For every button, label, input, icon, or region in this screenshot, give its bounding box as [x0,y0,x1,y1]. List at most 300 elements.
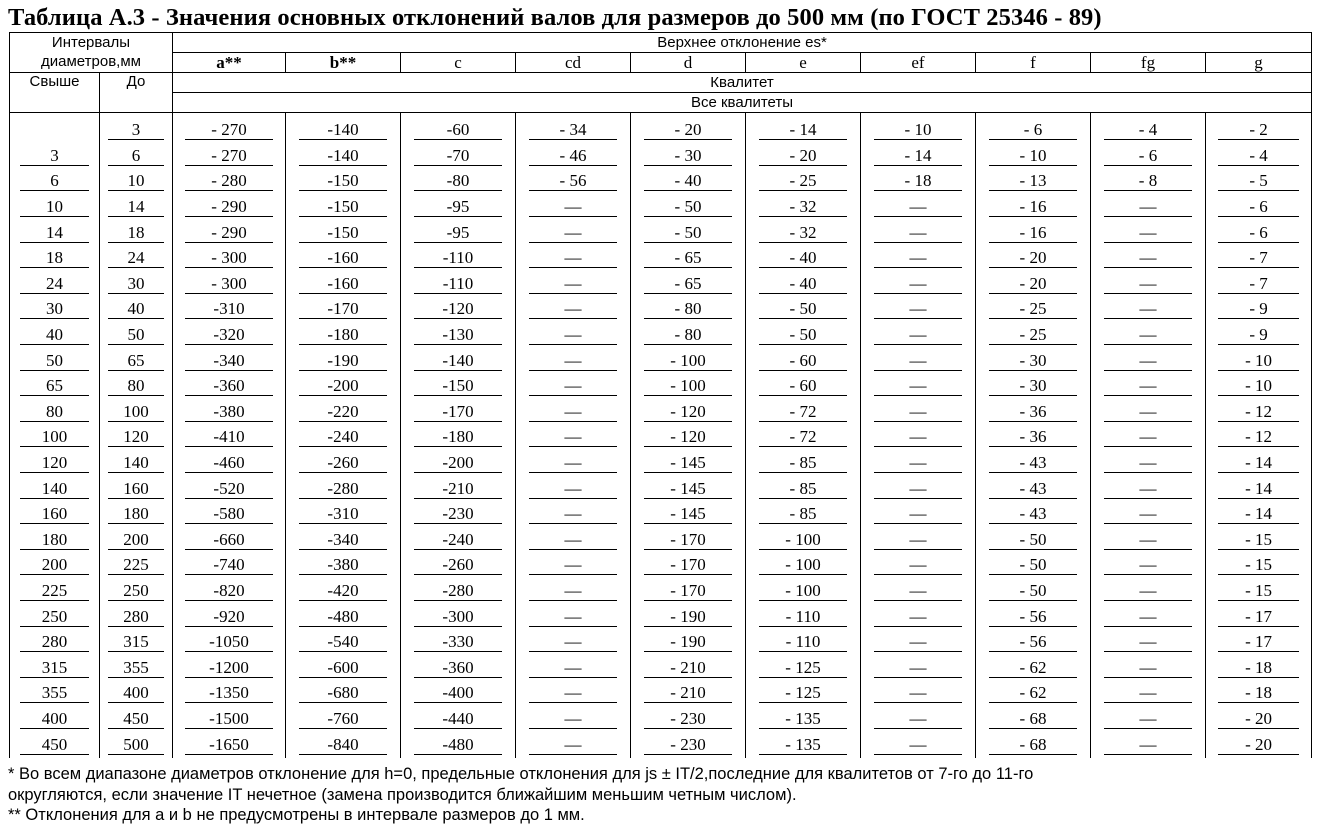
deviation-cell [286,553,401,579]
deviation-value: — [529,300,618,319]
deviation-value: - 10 [1218,352,1300,371]
deviation-value: — [874,582,963,601]
deviation-value: - 68 [989,736,1078,755]
interval-upto-value: 180 [108,505,164,524]
deviation-cell [286,195,401,221]
deviation-cell [401,425,516,451]
deviation-cell [861,732,976,758]
deviation-cell [401,246,516,272]
deviation-value: — [529,582,618,601]
interval-over-value: 225 [20,582,89,601]
deviation-cell [861,118,976,144]
deviation-value: — [874,659,963,678]
deviation-cell [746,553,861,579]
interval-over-value: 140 [20,480,89,499]
deviation-value: - 100 [644,377,733,396]
deviation-cell [861,579,976,605]
deviation-cell [1091,195,1206,221]
deviation-cell [401,553,516,579]
interval-over-value: 450 [20,736,89,755]
deviation-cell [631,144,746,170]
deviation-value: — [1104,659,1193,678]
deviation-value: — [874,710,963,729]
deviation-value: - 280 [185,172,272,191]
footnote-1: * Во всем диапазоне диаметров отклонение для h=0, предельные отклонения для js ± IT/2,последние для квалитетов от 7-го до 11-го [8,765,1034,783]
deviation-cell [173,451,286,477]
deviation-value: -680 [299,684,388,703]
deviation-value: -180 [414,428,503,447]
deviation-cell [976,220,1091,246]
table-row [10,297,1312,323]
deviation-cell [286,655,401,681]
deviation-value: - 15 [1218,556,1300,575]
deviation-cell [1206,400,1312,426]
deviation-value: -180 [299,326,388,345]
interval-over-cell [10,732,100,758]
deviation-cell [976,604,1091,630]
deviation-cell [861,425,976,451]
deviation-cell [746,348,861,374]
deviation-cell [1206,655,1312,681]
deviation-value: - 50 [759,300,848,319]
interval-over-value: 280 [20,633,89,652]
deviation-value: - 25 [989,326,1078,345]
deviation-value: - 135 [759,710,848,729]
interval-upto-cell [100,655,173,681]
deviation-cell [286,732,401,758]
deviation-cell [1206,681,1312,707]
deviation-value: -210 [414,480,503,499]
deviation-cell [1206,425,1312,451]
deviation-cell [401,220,516,246]
deviation-cell [976,476,1091,502]
deviation-value: - 62 [989,684,1078,703]
deviation-cell [746,400,861,426]
column-header: f [976,53,1091,73]
table-row [10,553,1312,579]
deviation-value: - 50 [759,326,848,345]
interval-upto-value: 500 [108,736,164,755]
deviation-cell [286,681,401,707]
deviation-value: -120 [414,300,503,319]
deviation-value: — [1104,198,1193,217]
deviation-cell [286,297,401,323]
deviation-value: - 190 [644,608,733,627]
deviation-cell [631,579,746,605]
deviation-value: — [1104,556,1193,575]
interval-upto-cell [100,246,173,272]
deviation-value: - 36 [989,428,1078,447]
deviation-cell [1091,144,1206,170]
deviation-cell [516,528,631,554]
deviation-value: — [529,684,618,703]
deviation-cell [286,144,401,170]
deviation-value: - 145 [644,454,733,473]
deviation-cell [286,707,401,733]
interval-over-value: 50 [20,352,89,371]
interval-upto-cell [100,528,173,554]
deviation-cell [976,374,1091,400]
deviation-cell [631,246,746,272]
deviation-value: — [1104,633,1193,652]
deviation-value: - 20 [989,249,1078,268]
deviation-value: — [1104,736,1193,755]
deviation-value: -460 [185,454,272,473]
interval-over-value: 24 [20,275,89,294]
deviation-cell [401,630,516,656]
deviation-value: -1200 [185,659,272,678]
deviation-cell [1206,732,1312,758]
deviation-value: -60 [414,121,503,140]
footnote-2: округляются, если значение IT нечетное (замена производится ближайшим меньшим четным числом). [8,786,797,804]
table-row [10,681,1312,707]
deviation-value: -130 [414,326,503,345]
deviation-value: — [529,633,618,652]
deviation-value: -340 [185,352,272,371]
deviation-cell [631,348,746,374]
interval-over-value: 400 [20,710,89,729]
deviation-value: - 65 [644,275,733,294]
deviation-value: -150 [299,198,388,217]
deviation-cell [631,553,746,579]
table-row [10,451,1312,477]
interval-over-cell [10,579,100,605]
deviation-cell [976,297,1091,323]
deviation-value: - 110 [759,633,848,652]
deviation-cell [516,169,631,195]
deviation-cell [173,272,286,298]
deviation-value: -310 [299,505,388,524]
deviation-value: -280 [414,582,503,601]
deviation-value: - 120 [644,403,733,422]
column-header: a** [173,53,286,73]
deviation-cell [631,425,746,451]
interval-over-cell [10,655,100,681]
deviation-value: — [874,428,963,447]
deviation-cell [1206,579,1312,605]
deviation-cell [746,604,861,630]
deviation-value: -340 [299,531,388,550]
deviation-value: - 18 [874,172,963,191]
deviation-cell [401,297,516,323]
deviation-cell [516,579,631,605]
deviation-value: - 290 [185,198,272,217]
deviation-value: - 6 [1218,198,1300,217]
table-row [10,655,1312,681]
deviation-cell [631,451,746,477]
table-row [10,144,1312,170]
interval-over-cell [10,220,100,246]
deviation-value: - 50 [644,198,733,217]
deviation-table [9,32,1312,758]
interval-upto-value: 14 [108,198,164,217]
deviation-value: - 50 [644,224,733,243]
deviation-value: — [1104,480,1193,499]
deviation-cell [173,604,286,630]
deviation-value: — [1104,428,1193,447]
deviation-cell [173,220,286,246]
interval-upto-value: 100 [108,403,164,422]
deviation-value: - 6 [1218,224,1300,243]
table-row [10,220,1312,246]
deviation-cell [286,118,401,144]
deviation-cell [173,681,286,707]
deviation-value: — [1104,505,1193,524]
deviation-cell [1091,323,1206,349]
table-row [10,528,1312,554]
deviation-cell [746,502,861,528]
deviation-cell [173,707,286,733]
deviation-value: — [1104,326,1193,345]
interval-upto-value: 450 [108,710,164,729]
deviation-cell [286,220,401,246]
deviation-value: -150 [299,172,388,191]
deviation-cell [746,272,861,298]
deviation-cell [1206,374,1312,400]
deviation-value: - 50 [989,582,1078,601]
deviation-cell [746,732,861,758]
deviation-cell [401,169,516,195]
deviation-cell [173,630,286,656]
deviation-value: — [874,326,963,345]
column-header: ef [861,53,976,73]
deviation-value: — [529,198,618,217]
deviation-value: — [1104,377,1193,396]
deviation-value: - 36 [989,403,1078,422]
deviation-value: - 13 [989,172,1078,191]
deviation-value: — [1104,684,1193,703]
column-header: e [746,53,861,73]
deviation-cell [631,400,746,426]
interval-upto-value: 65 [108,352,164,371]
deviation-cell [1091,707,1206,733]
deviation-cell [631,297,746,323]
deviation-value: — [1104,224,1193,243]
deviation-cell [1091,400,1206,426]
deviation-value: - 32 [759,224,848,243]
deviation-cell [286,579,401,605]
deviation-cell [1091,374,1206,400]
interval-over-cell [10,528,100,554]
deviation-cell [976,400,1091,426]
interval-over-value: 180 [20,531,89,550]
deviation-value: - 43 [989,505,1078,524]
table-row [10,323,1312,349]
deviation-cell [631,681,746,707]
deviation-cell [631,374,746,400]
interval-upto-value: 250 [108,582,164,601]
deviation-value: — [874,556,963,575]
deviation-cell [976,323,1091,349]
deviation-value: — [874,454,963,473]
deviation-value: -230 [414,505,503,524]
deviation-cell [401,348,516,374]
deviation-cell [516,630,631,656]
deviation-cell [1091,528,1206,554]
all-kvalitets-header: Все квалитеты [173,93,1312,113]
interval-over-cell [10,451,100,477]
deviation-cell [861,502,976,528]
deviation-cell [1091,655,1206,681]
deviation-value: -1500 [185,710,272,729]
deviation-cell [1091,425,1206,451]
deviation-cell [861,220,976,246]
interval-upto-cell [100,400,173,426]
deviation-value: - 56 [989,608,1078,627]
deviation-value: -150 [414,377,503,396]
deviation-value: - 65 [644,249,733,268]
deviation-cell [746,195,861,221]
deviation-value: -410 [185,428,272,447]
deviation-cell [286,604,401,630]
deviation-value: -280 [299,480,388,499]
deviation-value: - 32 [759,198,848,217]
deviation-value: - 110 [759,608,848,627]
deviation-cell [401,655,516,681]
deviation-cell [173,374,286,400]
deviation-cell [1206,323,1312,349]
deviation-value: - 20 [759,147,848,166]
interval-upto-cell [100,374,173,400]
deviation-value: -310 [185,300,272,319]
deviation-cell [1091,297,1206,323]
column-header-row [10,53,1312,73]
deviation-cell [1091,220,1206,246]
deviation-cell [861,323,976,349]
deviation-value: — [1104,352,1193,371]
deviation-value: - 7 [1218,275,1300,294]
interval-upto-cell [100,118,173,144]
deviation-value: - 17 [1218,633,1300,652]
deviation-cell [746,681,861,707]
deviation-value: - 25 [989,300,1078,319]
deviation-cell [516,553,631,579]
deviation-cell [516,220,631,246]
deviation-cell [861,630,976,656]
deviation-value: -740 [185,556,272,575]
deviation-value: — [529,403,618,422]
deviation-value: — [1104,249,1193,268]
interval-upto-value: 10 [108,172,164,191]
interval-over-cell [10,144,100,170]
deviation-value: -1350 [185,684,272,703]
deviation-cell [631,604,746,630]
deviation-value: -580 [185,505,272,524]
deviation-cell [631,630,746,656]
interval-over-cell [10,502,100,528]
deviation-value: -140 [299,121,388,140]
deviation-cell [286,246,401,272]
deviation-value: -820 [185,582,272,601]
interval-upto-value: 355 [108,659,164,678]
deviation-cell [746,476,861,502]
interval-over-cell [10,604,100,630]
deviation-value: - 125 [759,684,848,703]
deviation-value: - 14 [874,147,963,166]
deviation-value: - 34 [529,121,618,140]
deviation-cell [401,374,516,400]
interval-upto-cell [100,732,173,758]
interval-upto-cell [100,451,173,477]
deviation-cell [516,655,631,681]
deviation-value: - 85 [759,505,848,524]
deviation-value: — [529,275,618,294]
deviation-value: -380 [185,403,272,422]
deviation-value: - 85 [759,480,848,499]
deviation-value: - 30 [644,147,733,166]
deviation-value: - 16 [989,198,1078,217]
deviation-value: - 40 [759,249,848,268]
deviation-cell [401,528,516,554]
interval-over-cell [10,553,100,579]
deviation-value: -170 [299,300,388,319]
deviation-value: - 6 [989,121,1078,140]
deviation-cell [746,707,861,733]
interval-upto-cell [100,323,173,349]
interval-over-cell [10,195,100,221]
deviation-cell [401,451,516,477]
deviation-cell [516,732,631,758]
deviation-cell [976,630,1091,656]
table-row [10,732,1312,758]
intervals-header: Интервалы диаметров,мм [10,33,173,73]
interval-upto-value: 120 [108,428,164,447]
deviation-value: - 80 [644,326,733,345]
deviation-value: - 17 [1218,608,1300,627]
deviation-cell [1206,272,1312,298]
interval-upto-cell [100,502,173,528]
column-header: b** [286,53,401,73]
deviation-value: -140 [414,352,503,371]
footnote-3: ** Отклонения для a и b не предусмотрены в интервале размеров до 1 мм. [8,806,585,824]
deviation-value: — [1104,454,1193,473]
deviation-cell [1206,476,1312,502]
deviation-cell [861,374,976,400]
deviation-value: — [874,275,963,294]
deviation-cell [1206,630,1312,656]
interval-over-cell [10,400,100,426]
interval-upto-value: 400 [108,684,164,703]
deviation-value: - 170 [644,582,733,601]
table-row [10,604,1312,630]
deviation-value: - 12 [1218,403,1300,422]
deviation-cell [516,348,631,374]
deviation-cell [631,502,746,528]
interval-over-value: 10 [20,198,89,217]
deviation-value: -320 [185,326,272,345]
deviation-cell [746,246,861,272]
deviation-value: - 68 [989,710,1078,729]
interval-over-value: 80 [20,403,89,422]
deviation-value: — [529,428,618,447]
deviation-cell [861,195,976,221]
column-header: fg [1091,53,1206,73]
deviation-cell [976,579,1091,605]
deviation-value: — [874,377,963,396]
deviation-cell [1206,118,1312,144]
deviation-value: -140 [299,147,388,166]
deviation-cell [286,451,401,477]
interval-over-value: 250 [20,608,89,627]
deviation-cell [401,118,516,144]
deviation-value: — [1104,403,1193,422]
interval-upto-value: 6 [108,147,164,166]
table-row [10,707,1312,733]
deviation-value: - 210 [644,659,733,678]
deviation-value: — [529,326,618,345]
interval-over-cell [10,476,100,502]
deviation-value: -260 [299,454,388,473]
